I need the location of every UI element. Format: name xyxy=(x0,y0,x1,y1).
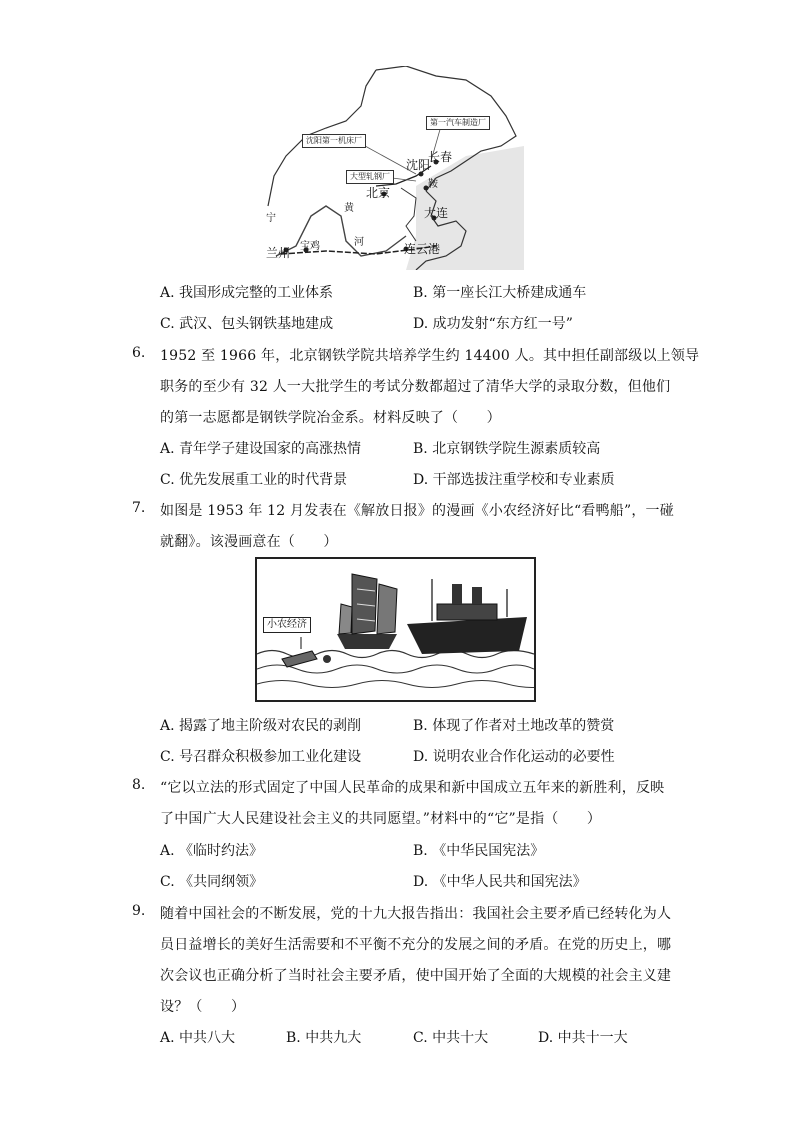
q7-option-a[interactable]: A. 揭露了地主阶级对农民的剥削 xyxy=(160,718,362,734)
q9-option-c[interactable]: C. 中共十大 xyxy=(413,1030,489,1046)
q9-stem-line1: 随着中国社会的不断发展，党的十九大报告指出：我国社会主要矛盾已经转化为人 xyxy=(160,906,672,922)
tag-shenyang-machine-factory: 沈阳第一机床厂 xyxy=(302,134,366,148)
q7-stem-line2: 就翻》。该漫画意在（ ） xyxy=(160,534,338,550)
q6-option-d[interactable]: D. 干部选拔注重学校和专业素质 xyxy=(413,472,615,488)
tag-first-auto-factory: 第一汽车制造厂 xyxy=(426,116,490,130)
q8-number: 8. xyxy=(132,777,146,793)
city-dalian: 大连 xyxy=(424,206,449,220)
q7-option-c[interactable]: C. 号召群众积极参加工业化建设 xyxy=(160,749,362,765)
q7-option-b[interactable]: B. 体现了作者对土地改革的赞赏 xyxy=(413,718,615,734)
q8-option-a[interactable]: A. 《临时约法》 xyxy=(160,843,264,859)
cartoon-figure xyxy=(255,557,536,702)
q9-stem-line2: 员日益增长的美好生活需要和不平衡不充分的发展之间的矛盾。在党的历史上，哪 xyxy=(160,937,672,953)
tag-rolling-mill: 大型轧钢厂 xyxy=(346,170,394,184)
q6-option-c[interactable]: C. 优先发展重工业的时代背景 xyxy=(160,472,348,488)
q9-stem-line3: 次会议也正确分析了当时社会主要矛盾，使中国开始了全面的大规模的社会主义建 xyxy=(160,968,672,984)
q7-number: 7. xyxy=(132,500,146,516)
q8-option-d[interactable]: D. 《中华人民共和国宪法》 xyxy=(413,874,587,890)
city-lianyungang: 连云港 xyxy=(404,242,441,256)
q9-option-b[interactable]: B. 中共九大 xyxy=(286,1030,362,1046)
q6-stem-line1: 1952 至 1966 年，北京钢铁学院共培养学生约 14400 人。其中担任副部级以上领导 xyxy=(160,348,700,364)
q8-option-b[interactable]: B. 《中华民国宪法》 xyxy=(413,843,545,859)
q8-stem-line1: “它以立法的形式固定了中国人民革命的成果和新中国成立五年来的新胜利，反映 xyxy=(160,780,665,796)
city-anshan: 鞍 xyxy=(428,179,438,190)
q7-stem-line1: 如图是 1953 年 12 月发表在《解放日报》的漫画《小农经济好比“看鸭船”，一碰 xyxy=(160,503,674,519)
q6-option-a[interactable]: A. 青年学子建设国家的高涨热情 xyxy=(160,441,362,457)
q8-option-c[interactable]: C. 《共同纲领》 xyxy=(160,874,264,890)
q5-option-b[interactable]: B. 第一座长江大桥建成通车 xyxy=(413,285,587,301)
q6-stem-line2: 职务的至少有 32 人一大批学生的考试分数都超过了清华大学的录取分数，但他们 xyxy=(160,379,671,395)
q9-option-d[interactable]: D. 中共十一大 xyxy=(538,1030,628,1046)
city-baoji: 宝鸡 xyxy=(300,241,320,252)
q5-option-a[interactable]: A. 我国形成完整的工业体系 xyxy=(160,285,334,301)
q6-option-b[interactable]: B. 北京钢铁学院生源素质较高 xyxy=(413,441,601,457)
cartoon-label-small-peasant-economy: 小农经济 xyxy=(263,617,311,633)
q9-option-a[interactable]: A. 中共八大 xyxy=(160,1030,236,1046)
label-ning: 宁 xyxy=(266,213,276,224)
city-lanzhou: 兰州 xyxy=(266,246,291,260)
q8-stem-line2: 了中国广大人民建设社会主义的共同愿望。”材料中的“它”是指（ ） xyxy=(160,811,602,827)
q9-number: 9. xyxy=(132,903,146,919)
city-shenyang: 沈阳 xyxy=(406,158,431,172)
city-changchun: 长春 xyxy=(428,150,453,164)
q7-option-d[interactable]: D. 说明农业合作化运动的必要性 xyxy=(413,749,615,765)
industrial-map-figure xyxy=(266,66,524,270)
label-yellow: 黄 xyxy=(344,203,354,214)
q6-stem-line3: 的第一志愿都是钢铁学院冶金系。材料反映了（ ） xyxy=(160,410,501,426)
city-beijing: 北京 xyxy=(366,186,391,200)
q9-stem-line4: 设？（ ） xyxy=(160,999,246,1015)
q6-number: 6. xyxy=(132,345,146,361)
q5-option-c[interactable]: C. 武汉、包头钢铁基地建成 xyxy=(160,316,334,332)
label-river: 河 xyxy=(354,237,364,248)
q5-option-d[interactable]: D. 成功发射“东方红一号” xyxy=(413,316,573,332)
